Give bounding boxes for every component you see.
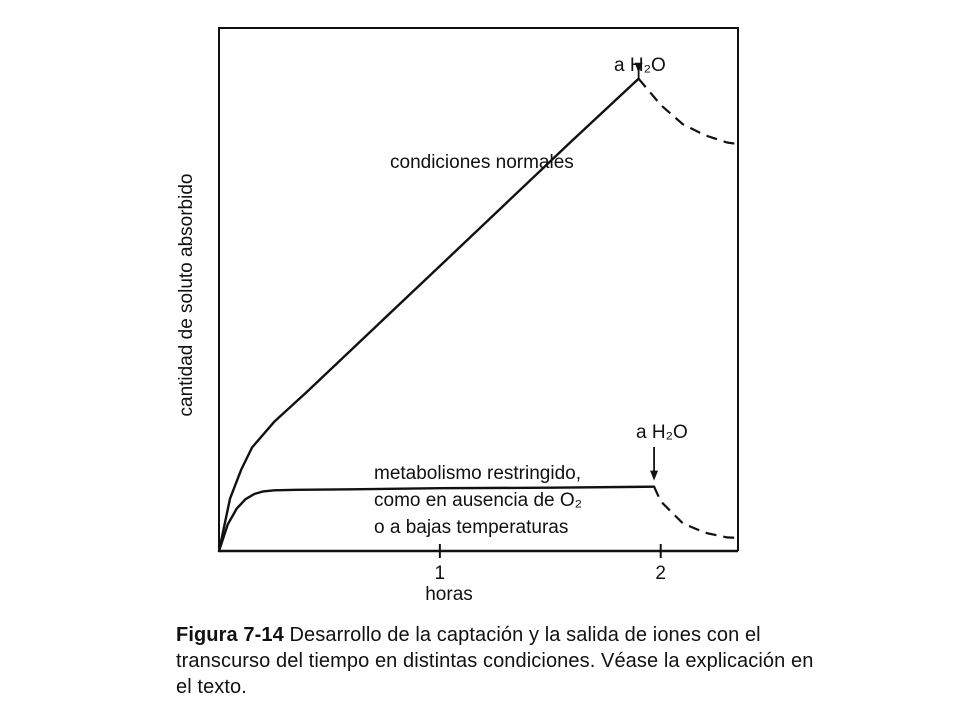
series-label-restricted-line-1: metabolismo restringido, <box>374 463 581 484</box>
water-arrow-label-1: a H₂O <box>614 55 666 76</box>
series-label-restricted-line-2: como en ausencia de O₂ <box>374 490 583 511</box>
caption-label: Figura 7-14 <box>176 624 284 646</box>
x-axis-label: horas <box>425 584 473 605</box>
x-tick-label-1: 1 <box>434 563 446 584</box>
caption-text: Desarrollo de la captación y la salida de iones con el transcurso del tiempo en distintas condiciones. Véase la explicación en el texto. <box>176 624 814 698</box>
series-label-normal: condiciones normales <box>390 152 574 173</box>
water-arrowhead-2 <box>650 471 658 481</box>
x-tick-label-2: 2 <box>655 563 666 584</box>
figure-caption <box>176 622 816 700</box>
series-dashed-normal <box>639 79 738 144</box>
series-label-restricted-line-3: o a bajas temperaturas <box>374 517 569 538</box>
series-dashed-restricted <box>654 487 738 538</box>
y-axis-label: cantidad de soluto absorbido <box>176 173 197 417</box>
annotations-layer <box>176 55 688 605</box>
water-arrow-label-2: a H₂O <box>636 422 688 443</box>
